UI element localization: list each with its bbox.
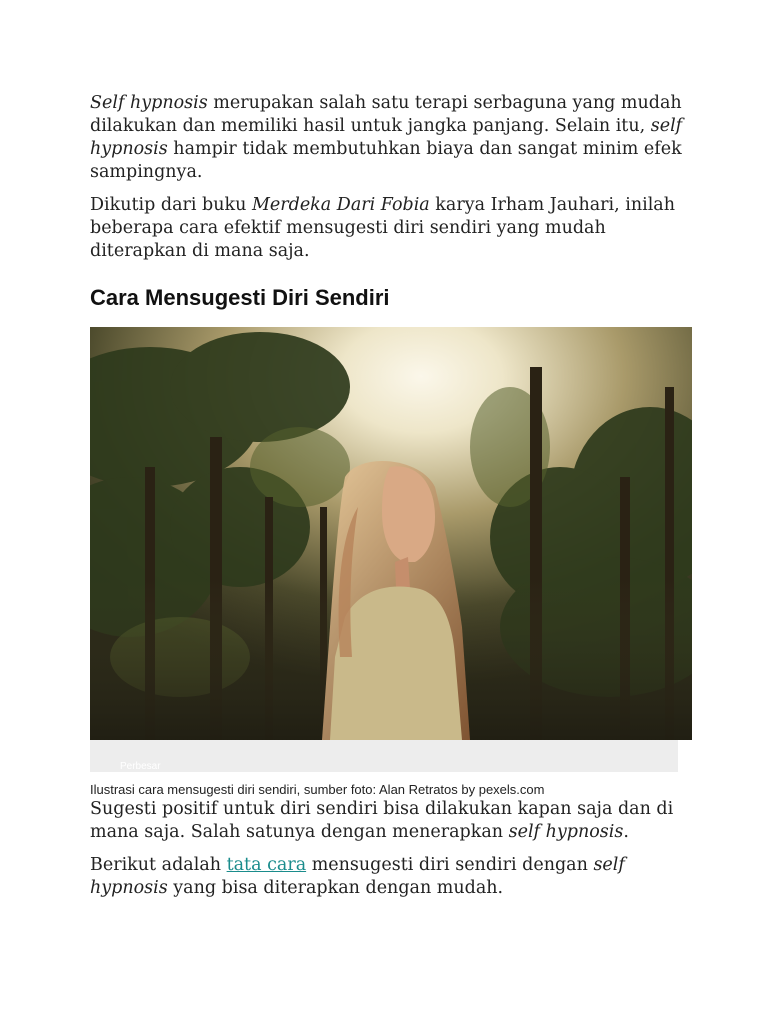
paragraph-text: yang bisa diterapkan dengan mudah. — [167, 878, 504, 898]
paragraph-text: merupakan salah satu terapi serbaguna yang mudah dilakukan dan memiliki hasil untuk jangka panjang. Selain itu, — [90, 93, 682, 136]
paragraph-text: karya Irham Jauhari, inilah beberapa cara efektif mensugesti diri sendiri yang mudah diterapkan di mana saja. — [90, 195, 675, 261]
article-photo[interactable] — [90, 327, 692, 740]
paragraph-text: Berikut adalah — [90, 855, 227, 875]
paragraph-text: Dikutip dari buku — [90, 195, 252, 215]
zoom-button[interactable]: Perbesar — [120, 761, 161, 772]
zoom-bar — [90, 740, 678, 772]
paragraph-intro — [90, 92, 690, 184]
image-caption: Ilustrasi cara mensugesti diri sendiri, sumber foto: Alan Retratos by pexels.com — [90, 782, 545, 797]
paragraph-text: hampir tidak membutuhkan biaya dan sangat minim efek sampingnya. — [90, 139, 682, 182]
paragraph-steps-intro — [90, 854, 690, 900]
paragraph-text: Sugesti positif untuk diri sendiri bisa dilakukan kapan saja dan di mana saja. Salah satunya dengan menerapkan — [90, 799, 674, 842]
emphasis-text: Self hypnosis — [90, 93, 208, 113]
tata-cara-link[interactable]: tata cara — [226, 855, 307, 875]
paragraph-text: mensugesti diri sendiri dengan — [306, 855, 594, 875]
emphasis-text: self hypnosis — [90, 116, 683, 159]
article-body — [90, 92, 690, 900]
emphasis-text: self hypnosis — [508, 822, 624, 842]
section-heading: Cara Mensugesti Diri Sendiri — [90, 285, 390, 310]
paragraph-text: . — [623, 822, 629, 842]
paragraph-citation — [90, 194, 690, 263]
paragraph-suggestion — [90, 798, 690, 844]
article-figure — [90, 327, 692, 798]
emphasis-text: self hypnosis — [90, 855, 625, 898]
book-title: Merdeka Dari Fobia — [251, 195, 430, 215]
